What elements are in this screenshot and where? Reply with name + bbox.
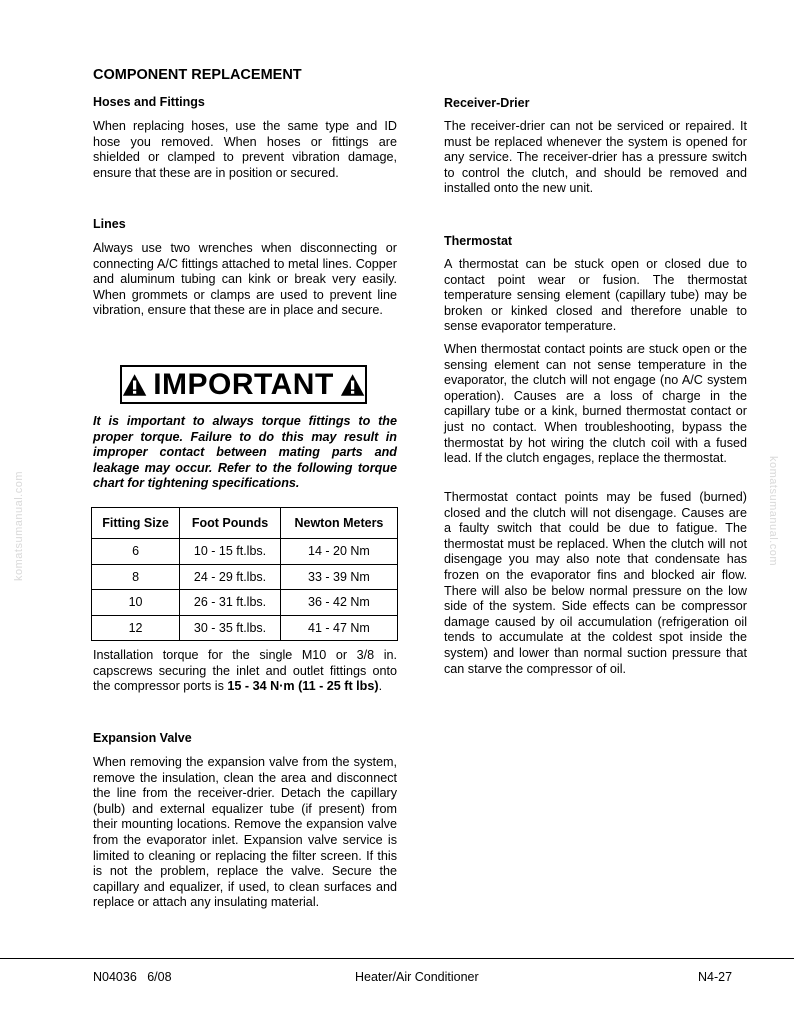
important-label: IMPORTANT	[153, 367, 334, 401]
table-row	[92, 539, 398, 565]
table-row	[92, 615, 398, 641]
receiver-drier-heading: Receiver-Drier	[444, 96, 530, 110]
page-title: COMPONENT REPLACEMENT	[93, 67, 302, 83]
table-cell: 24 - 29 ft.lbs.	[180, 564, 281, 590]
footer-page-number: N4-27	[698, 970, 733, 984]
important-body: It is important to always torque fittings to the proper torque. Failure to do this may result in improper contact between mating parts and leakage may occur. Refer to the following torque chart for tightening specifications.	[93, 414, 397, 491]
lines-body: Always use two wrenches when disconnecting or connecting A/C fittings attached to metal lines. Copper and aluminum tubing can kink or break very easily. When grommets or clamps are used to prevent line vibration, ensure that these are in place and secure.	[93, 241, 397, 318]
torque-table	[91, 507, 398, 641]
hoses-heading: Hoses and Fittings	[93, 95, 205, 109]
important-banner	[120, 365, 367, 404]
hoses-body: When replacing hoses, use the same type and ID hose you removed. When hoses or fittings are shielded or clamped to prevent vibration damage, ensure that these are in position or secured.	[93, 119, 397, 180]
table-cell: 36 - 42 Nm	[280, 590, 397, 616]
footer-doc-number: N04036 6/08	[93, 970, 172, 984]
table-cell: 30 - 35 ft.lbs.	[180, 615, 281, 641]
receiver-drier-body: The receiver-drier can not be serviced or repaired. It must be replaced whenever the system is opened for any service. The receiver-drier has a pressure switch to control the clutch, and should be removed and installed onto the new unit.	[444, 119, 747, 196]
table-row	[92, 590, 398, 616]
table-row	[92, 564, 398, 590]
table-cell: 33 - 39 Nm	[280, 564, 397, 590]
watermark-left: komatsumanual.com	[13, 471, 25, 581]
thermostat-paragraph-3: Thermostat contact points may be fused (burned) closed and the clutch will not disengage. Causes are a faulty switch that could be due to fatigue. The thermostat must be replaced. When the clutch will not disengage you may also note that condensate has frozen on the evaporator fins and blocked air flow. There will also be below normal pressure on the low side of the system. Side effects can be compressor damage caused by oil accumulation (refrigeration oil tends to accumulate at the coldest spot inside the system) and lower than normal suction pressure that can starve the compressor of oil.	[444, 490, 747, 676]
installation-body: Installation torque for the single M10 or 3/8 in. capscrews securing the inlet and outlet fittings onto the compressor ports is	[93, 648, 397, 694]
installation-end: .	[378, 679, 383, 694]
table-cell: 6	[92, 539, 180, 565]
footer-section: Heater/Air Conditioner	[355, 970, 479, 984]
table-cell: 14 - 20 Nm	[280, 539, 397, 565]
thermostat-paragraph-1: A thermostat can be stuck open or closed due to contact point wear or fusion. The thermostat temperature sensing element (capillary tube) may be broken or kinked closed and therefore unable to sense evaporator temperature.	[444, 257, 747, 334]
table-cell: 10 - 15 ft.lbs.	[180, 539, 281, 565]
thermostat-paragraph-2: When thermostat contact points are stuck open or the sensing element can not sense temperature in the evaporator, the clutch will not engage (no A/C system operation). Causes are a loss of charge in the capillary tube or a kink, burned thermostat contact or just no contact. When troubleshooting, bypass the thermostat by hot wiring the clutch coil with a fused lead. If the clutch engages, replace the thermostat.	[444, 342, 747, 466]
table-header: Foot Pounds	[180, 508, 281, 539]
expansion-valve-body: When removing the expansion valve from the system, remove the insulation, clean the area and disconnect the line from the receiver-drier. Detach the capillary (bulb) and external equalizer tube (if present) from their mounting locations. Remove the expansion valve from the evaporator inlet. Expansion valve service is limited to cleaning or replacing the filter screen. If this is not the problem, replace the valve. Secure the capillary and equalizer, if used, to clean surfaces and replace or attach any insulating material.	[93, 755, 397, 910]
installation-torque-value: 15 - 34 N·m (11 - 25 ft lbs)	[227, 679, 379, 694]
installation-torque-text	[93, 648, 397, 695]
table-header-row	[92, 508, 398, 539]
footer-divider	[0, 958, 794, 959]
thermostat-heading: Thermostat	[444, 234, 513, 248]
watermark-right: komatsumanual.com	[767, 456, 779, 566]
table-cell: 41 - 47 Nm	[280, 615, 397, 641]
warning-triangle-icon	[122, 372, 147, 398]
table-cell: 12	[92, 615, 180, 641]
lines-heading: Lines	[93, 217, 126, 231]
warning-triangle-icon	[340, 372, 365, 398]
table-cell: 26 - 31 ft.lbs.	[180, 590, 281, 616]
table-cell: 10	[92, 590, 180, 616]
table-header: Fitting Size	[92, 508, 180, 539]
expansion-valve-heading: Expansion Valve	[93, 731, 192, 745]
table-cell: 8	[92, 564, 180, 590]
table-header: Newton Meters	[280, 508, 397, 539]
